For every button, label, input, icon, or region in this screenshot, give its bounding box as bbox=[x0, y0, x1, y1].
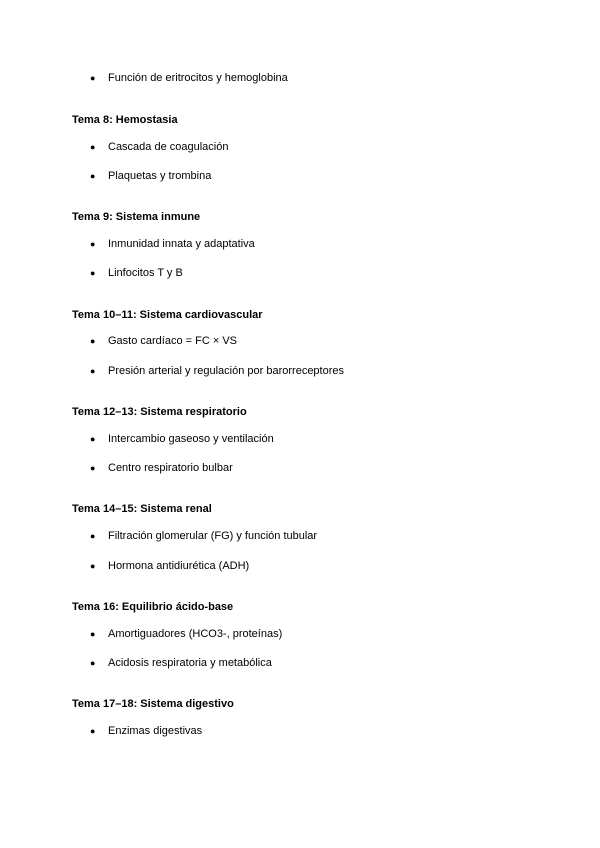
section-heading: Tema 17–18: Sistema digestivo bbox=[72, 698, 234, 710]
list-item-text: Inmunidad innata y adaptativa bbox=[108, 238, 255, 250]
list-item bbox=[90, 559, 249, 573]
list-item-text: Amortiguadores (HCO3-, proteínas) bbox=[108, 628, 283, 640]
bullet-icon: ● bbox=[90, 658, 96, 668]
list-item-text: Presión arterial y regulación por barorreceptores bbox=[108, 365, 345, 377]
list-item-text: Enzimas digestivas bbox=[108, 725, 203, 737]
list-item-text: Centro respiratorio bulbar bbox=[108, 462, 233, 474]
list-item bbox=[90, 432, 274, 446]
list-item bbox=[90, 237, 255, 251]
list-item-text: Función de eritrocitos y hemoglobina bbox=[108, 72, 288, 84]
list-item bbox=[90, 169, 211, 183]
bullet-icon: ● bbox=[90, 561, 96, 571]
list-item-text: Plaquetas y trombina bbox=[108, 170, 212, 182]
bullet-icon: ● bbox=[90, 268, 96, 278]
list-item bbox=[90, 334, 237, 348]
bullet-icon: ● bbox=[90, 463, 96, 473]
list-item-text: Linfocitos T y B bbox=[108, 267, 183, 279]
list-item-text: Acidosis respiratoria y metabólica bbox=[108, 657, 272, 669]
bullet-icon: ● bbox=[90, 434, 96, 444]
bullet-icon: ● bbox=[90, 73, 96, 83]
list-item bbox=[90, 461, 233, 475]
list-item bbox=[90, 724, 202, 738]
bullet-icon: ● bbox=[90, 629, 96, 639]
list-item-text: Hormona antidiurética (ADH) bbox=[108, 560, 250, 572]
list-item-text: Gasto cardíaco = FC × VS bbox=[108, 335, 238, 347]
list-item-text: Filtración glomerular (FG) y función tubular bbox=[108, 530, 318, 542]
list-item bbox=[90, 529, 317, 543]
list-item bbox=[90, 140, 228, 154]
list-item-text: Intercambio gaseoso y ventilación bbox=[108, 433, 274, 445]
bullet-icon: ● bbox=[90, 142, 96, 152]
section-heading: Tema 14–15: Sistema renal bbox=[72, 503, 212, 515]
bullet-icon: ● bbox=[90, 171, 96, 181]
section-heading: Tema 16: Equilibrio ácido-base bbox=[72, 601, 234, 613]
list-item bbox=[90, 364, 344, 378]
bullet-icon: ● bbox=[90, 531, 96, 541]
section-heading: Tema 9: Sistema inmune bbox=[72, 211, 201, 223]
section-heading: Tema 12–13: Sistema respiratorio bbox=[72, 406, 247, 418]
bullet-icon: ● bbox=[90, 239, 96, 249]
list-item bbox=[90, 71, 288, 85]
bullet-icon: ● bbox=[90, 726, 96, 736]
list-item bbox=[90, 656, 272, 670]
section-heading: Tema 10–11: Sistema cardiovascular bbox=[72, 309, 263, 321]
bullet-icon: ● bbox=[90, 366, 96, 376]
list-item bbox=[90, 266, 183, 280]
bullet-icon: ● bbox=[90, 336, 96, 346]
list-item bbox=[90, 627, 282, 641]
section-heading: Tema 8: Hemostasia bbox=[72, 114, 178, 126]
list-item-text: Cascada de coagulación bbox=[108, 141, 229, 153]
